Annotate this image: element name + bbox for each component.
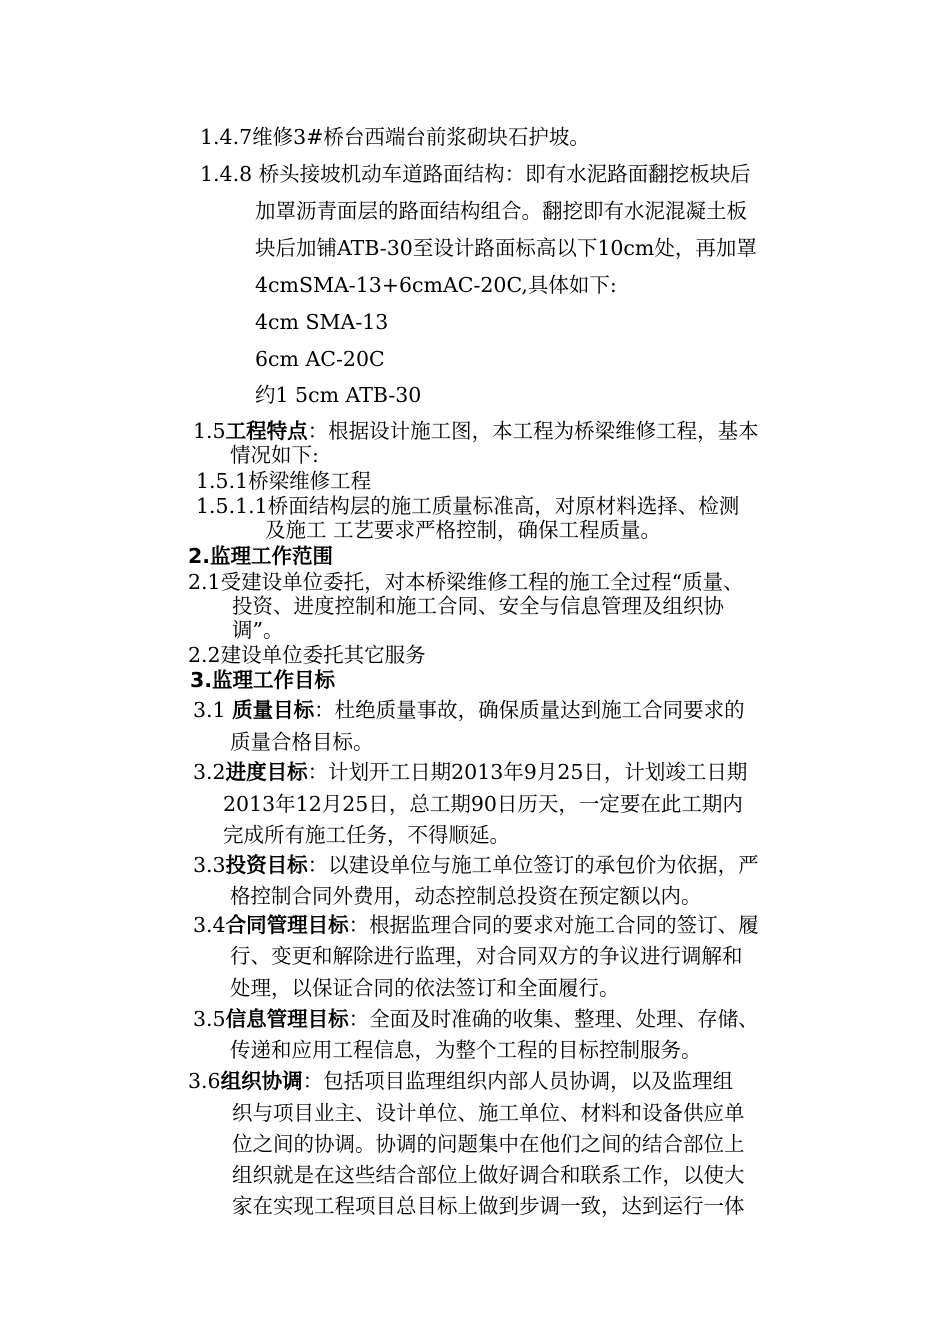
section-number: 3.3 xyxy=(193,853,226,877)
section-heading: 进度目标 xyxy=(225,760,308,784)
text-line: 2.2建设单位委托其它服务 xyxy=(188,643,426,667)
section-text: ：杜绝质量事故，确保质量达到施工合同要求的 xyxy=(314,698,745,722)
text-line: 位之间的协调。协调的问题集中在他们之间的结合部位上 xyxy=(232,1132,745,1156)
text-line: 6cm AC-20C xyxy=(255,347,385,371)
text-line: 情况如下: xyxy=(230,443,319,467)
section-heading-3: 3.监理工作目标 xyxy=(190,668,336,692)
text-line: 格控制合同外费用，动态控制总投资在预定额以内。 xyxy=(230,884,702,908)
text-line: 2.1受建设单位委托，对本桥梁维修工程的施工全过程“质量、 xyxy=(188,570,744,594)
text-line: 1.5.1桥梁维修工程 xyxy=(196,469,372,493)
text-line: 家在实现工程项目总目标上做到步调一致，达到运行一体 xyxy=(232,1194,745,1218)
text-line: 传递和应用工程信息，为整个工程的目标控制服务。 xyxy=(230,1038,702,1062)
text-line: 加罩沥青面层的路面结构组合。翻挖即有水泥混凝土板 xyxy=(255,199,747,223)
section-number: 1.5 xyxy=(193,419,226,443)
text-line: 4cm SMA-13 xyxy=(255,310,389,334)
text-line: 投资、进度控制和施工合同、安全与信息管理及组织协 xyxy=(232,594,724,618)
section-number: 3.5 xyxy=(193,1007,226,1031)
section-number: 3.1 xyxy=(193,698,233,722)
section-number: 3.4 xyxy=(193,913,226,937)
text-line: 1.4.8 桥头接坡机动车道路面结构：即有水泥路面翻挖板块后 xyxy=(200,162,751,186)
section-text: ：计划开工日期2013年9月25日，计划竣工日期 xyxy=(307,760,748,784)
section-text: ：根据设计施工图，本工程为桥梁维修工程，基本 xyxy=(307,419,759,443)
section-number: 3.6 xyxy=(188,1069,221,1093)
text-line: 约1 5cm ATB-30 xyxy=(255,383,422,407)
text-line: 4cmSMA-13+6cmAC-20C,具体如下: xyxy=(255,273,617,297)
text-line: 块后加铺ATB-30至设计路面标高以下10cm处，再加罩 xyxy=(255,236,757,260)
section-number: 3.2 xyxy=(193,760,226,784)
text-line: 1.5.1.1桥面结构层的施工质量标准高，对原材料选择、检测 xyxy=(196,494,740,518)
section-text: ：以建设单位与施工单位签订的承包价为依据，严 xyxy=(307,853,759,877)
section-3-6-line xyxy=(188,1068,733,1094)
text-line: 织与项目业主、设计单位、施工单位、材料和设备供应单 xyxy=(232,1101,745,1125)
text-line: 调”。 xyxy=(232,618,284,642)
text-line: 及施工 工艺要求严格控制，确保工程质量。 xyxy=(265,518,662,542)
section-heading: 投资目标 xyxy=(225,853,308,877)
section-heading: 信息管理目标 xyxy=(225,1007,349,1031)
text-line: 质量合格目标。 xyxy=(230,730,374,754)
section-heading: 工程特点 xyxy=(225,419,308,443)
section-3-4-line xyxy=(193,912,759,938)
section-heading-2: 2.监理工作范围 xyxy=(188,544,334,568)
section-heading: 质量目标 xyxy=(232,698,315,722)
section-1-5-line xyxy=(193,418,759,444)
section-heading: 组织协调 xyxy=(220,1069,303,1093)
text-line: 2013年12月25日，总工期90日历天，一定要在此工期内 xyxy=(223,792,743,816)
text-line: 完成所有施工任务，不得顺延。 xyxy=(223,823,510,847)
section-3-3-line xyxy=(193,852,759,878)
text-line: 组织就是在这些结合部位上做好调合和联系工作，以使大 xyxy=(232,1163,745,1187)
text-line: 行、变更和解除进行监理，对合同双方的争议进行调解和 xyxy=(230,944,743,968)
section-text: ：包括项目监理组织内部人员协调，以及监理组 xyxy=(302,1069,734,1093)
section-text: ：根据监理合同的要求对施工合同的签订、履 xyxy=(348,913,759,937)
section-heading: 合同管理目标 xyxy=(225,913,349,937)
section-3-5-line xyxy=(193,1006,759,1032)
section-text: ：全面及时准确的收集、整理、处理、存储、 xyxy=(348,1007,759,1031)
section-3-1-line xyxy=(193,697,745,723)
text-line: 处理，以保证合同的依法签订和全面履行。 xyxy=(230,976,620,1000)
section-3-2-line xyxy=(193,759,747,785)
text-line: 1.4.7维修3#桥台西端台前浆砌块石护坡。 xyxy=(200,125,590,149)
